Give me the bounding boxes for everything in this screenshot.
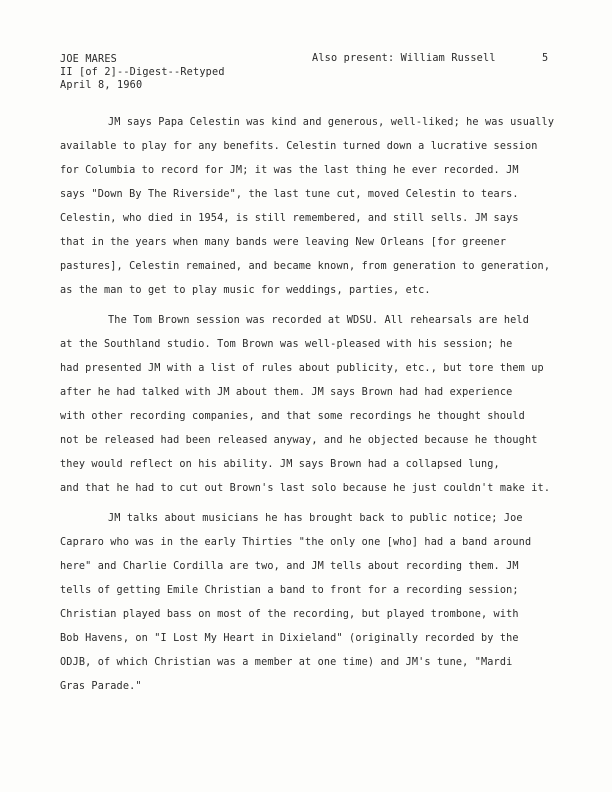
interview-date: April 8, 1960 bbox=[60, 80, 143, 91]
text-line: Christian played bass on most of the recording, but played trombone, with bbox=[60, 609, 519, 620]
text-line: not be released had been released anyway, and he objected because he thought bbox=[60, 435, 538, 446]
text-line: after he had talked with JM about them. JM says Brown had had experience bbox=[60, 387, 513, 398]
text-line: had presented JM with a list of rules about publicity, etc., but tore them up bbox=[60, 363, 544, 374]
text-line: Bob Havens, on "I Lost My Heart in Dixieland" (originally recorded by the bbox=[60, 633, 519, 644]
text-line: tells of getting Emile Christian a band to front for a recording session; bbox=[60, 585, 519, 596]
body-text bbox=[60, 111, 560, 705]
text-line: available to play for any benefits. Celestin turned down a lucrative session bbox=[60, 141, 538, 152]
text-line: Gras Parade." bbox=[60, 681, 142, 692]
paragraph-musicians bbox=[60, 507, 560, 699]
text-line: JM talks about musicians he has brought back to public notice; Joe bbox=[108, 513, 523, 524]
text-line: says "Down By The Riverside", the last tune cut, moved Celestin to tears. bbox=[60, 189, 519, 200]
interviewee-name: JOE MARES bbox=[60, 54, 118, 65]
text-line: The Tom Brown session was recorded at WDSU. All rehearsals are held bbox=[108, 315, 529, 326]
text-line: with other recording companies, and that some recordings he thought should bbox=[60, 411, 525, 422]
paragraph-tom-brown bbox=[60, 309, 560, 501]
text-line: at the Southland studio. Tom Brown was well-pleased with his session; he bbox=[60, 339, 513, 350]
text-line: here" and Charlie Cordilla are two, and JM tells about recording them. JM bbox=[60, 561, 519, 572]
text-line: as the man to get to play music for weddings, parties, etc. bbox=[60, 285, 431, 296]
text-line: that in the years when many bands were leaving New Orleans [for greener bbox=[60, 237, 507, 248]
text-line: for Columbia to record for JM; it was the last thing he ever recorded. JM bbox=[60, 165, 519, 176]
page-number: 5 bbox=[542, 53, 549, 64]
paragraph-celestin bbox=[60, 111, 560, 303]
text-line: ODJB, of which Christian was a member at one time) and JM's tune, "Mardi bbox=[60, 657, 513, 668]
text-line: Celestin, who died in 1954, is still remembered, and still sells. JM says bbox=[60, 213, 519, 224]
text-line: pastures], Celestin remained, and became known, from generation to generation, bbox=[60, 261, 551, 272]
header-left bbox=[60, 53, 225, 92]
text-line: they would reflect on his ability. JM says Brown had a collapsed lung, bbox=[60, 459, 500, 470]
reel-info: II [of 2]--Digest--Retyped bbox=[60, 67, 225, 78]
also-present: Also present: William Russell bbox=[312, 53, 496, 64]
text-line: JM says Papa Celestin was kind and generous, well-liked; he was usually bbox=[108, 117, 555, 128]
text-line: Capraro who was in the early Thirties "the only one [who] had a band around bbox=[60, 537, 532, 548]
text-line: and that he had to cut out Brown's last solo because he just couldn't make it. bbox=[60, 483, 551, 494]
